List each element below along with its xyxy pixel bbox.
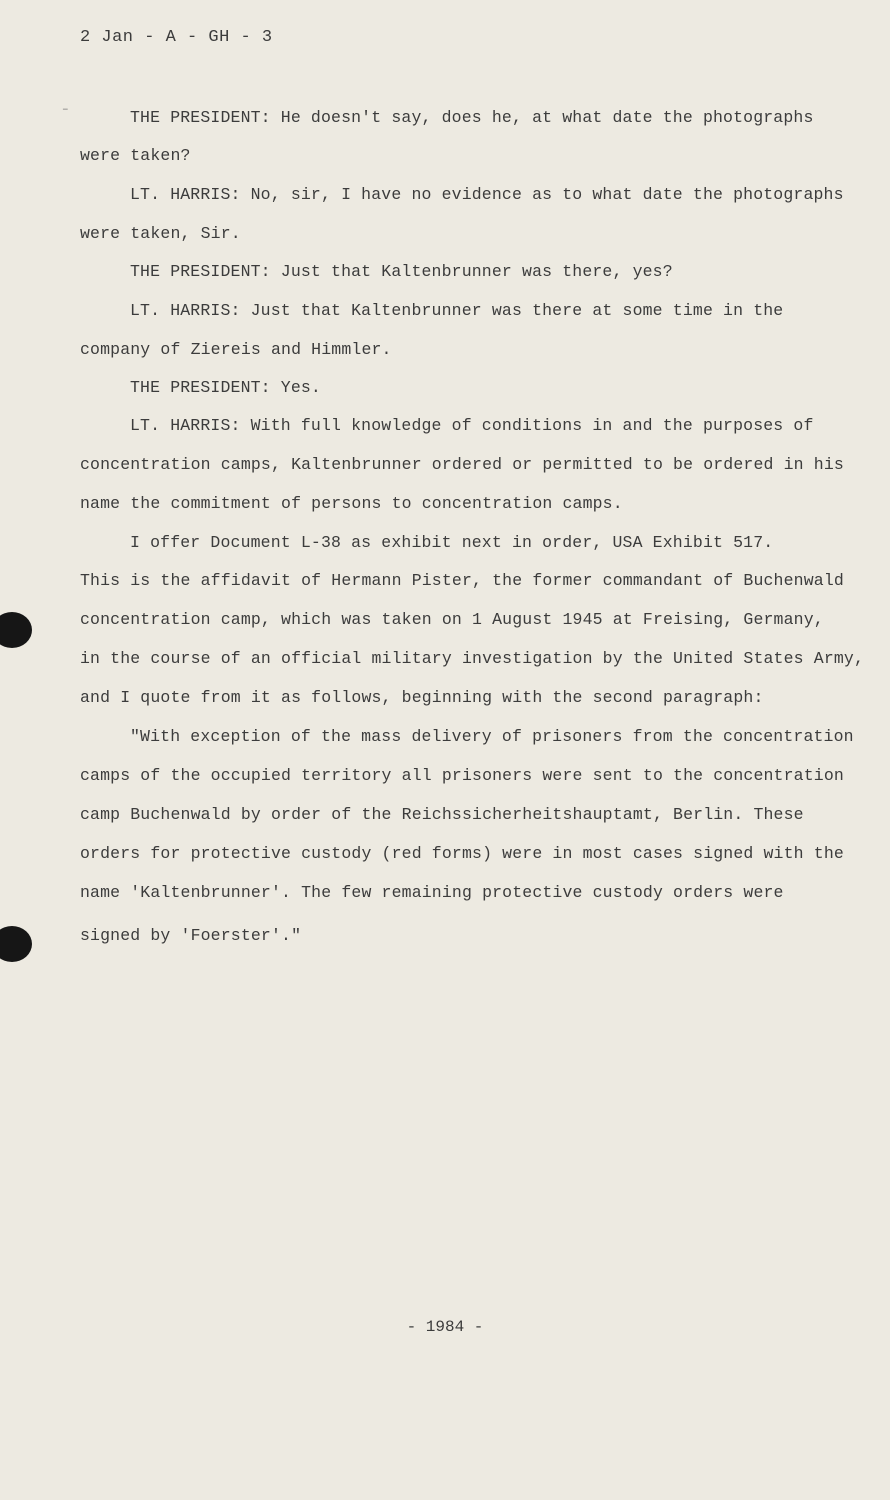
text-line: camps of the occupied territory all prisoners were sent to the concentration <box>80 766 844 785</box>
binder-hole-icon <box>0 926 32 962</box>
text-line: camp Buchenwald by order of the Reichssicherheitshauptamt, Berlin. These <box>80 805 804 824</box>
text-line: THE PRESIDENT: He doesn't say, does he, at what date the photographs <box>130 108 814 127</box>
text-line: were taken, Sir. <box>80 224 241 243</box>
text-line: concentration camp, which was taken on 1 August 1945 at Freising, Germany, <box>80 610 824 629</box>
text-line: orders for protective custody (red forms) were in most cases signed with the <box>80 844 844 863</box>
text-line: THE PRESIDENT: Just that Kaltenbrunner was there, yes? <box>130 262 673 281</box>
text-line: signed by 'Foerster'." <box>80 926 302 945</box>
text-line: name the commitment of persons to concentration camps. <box>80 494 623 513</box>
text-line: concentration camps, Kaltenbrunner ordered or permitted to be ordered in his <box>80 455 844 474</box>
text-line: I offer Document L-38 as exhibit next in order, USA Exhibit 517. <box>130 533 774 552</box>
text-line: in the course of an official military investigation by the United States Army, <box>80 649 865 668</box>
page-number: - 1984 - <box>406 1318 484 1336</box>
text-line: "With exception of the mass delivery of prisoners from the concentration <box>130 727 854 746</box>
text-line: LT. HARRIS: No, sir, I have no evidence as to what date the photographs <box>130 185 844 204</box>
text-line: name 'Kaltenbrunner'. The few remaining protective custody orders were <box>80 883 784 902</box>
text-line: and I quote from it as follows, beginning with the second paragraph: <box>80 688 764 707</box>
page-header: 2 Jan - A - GH - 3 <box>80 28 273 47</box>
text-line: LT. HARRIS: With full knowledge of conditions in and the purposes of <box>130 416 814 435</box>
margin-mark-icon: – <box>62 104 69 116</box>
text-line: THE PRESIDENT: Yes. <box>130 378 321 397</box>
text-line: This is the affidavit of Hermann Pister, the former commandant of Buchenwald <box>80 571 844 590</box>
text-line: were taken? <box>80 146 191 165</box>
binder-hole-icon <box>0 612 32 648</box>
text-line: company of Ziereis and Himmler. <box>80 340 392 359</box>
text-line: LT. HARRIS: Just that Kaltenbrunner was there at some time in the <box>130 301 784 320</box>
